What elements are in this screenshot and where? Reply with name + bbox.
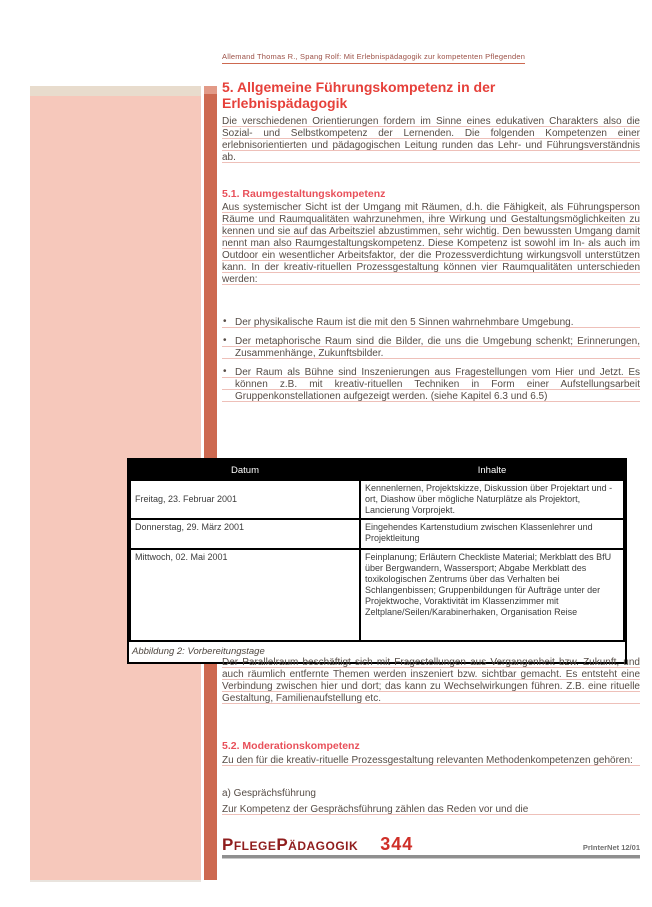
list-item-text: Der Raum als Bühne sind Inszenierungen aus Fragestellungen vom Hier und Jetzt. Es können z.B. mit kreativ-rituellen Techniken in Form einer Aufstellungsarbeit Gruppenkonstellationen aufgezeigt werden. (siehe Kapitel 6.3 und 6.5)	[235, 367, 640, 402]
section-5-1-heading: 5.1. Raumgestaltungskompetenz	[222, 188, 386, 200]
column-header-inhalte: Inhalte	[360, 461, 624, 480]
bullet-icon: •	[223, 316, 227, 327]
cell-datum: Donnerstag, 29. März 2001	[130, 519, 360, 549]
list-item	[222, 367, 640, 403]
table-row	[130, 549, 624, 641]
paragraph-raumgestaltung: Aus systemischer Sicht ist der Umgang mit Räumen, d.h. die Fähigkeit, als Führungsperson Räume und Raumqualitäten wahrzunehmen, ihre Wirkung und Gestaltungsmöglichkeiten zu kennen und sie auf das Arbeitsziel abzustimmen, sehr wichtig. Den bewussten Umgang damit nennt man also Raumgestaltungskompetenz. Diese Kompetenz ist sowohl im In- als auch im Outdoor ein wesentlicher Arbeitsfaktor, der die Prozessverdichtung wirkungsvoll unterstützen kann. In der kreativ-rituellen Prozessgestaltung können vier Raumqualitäten unterschieden werden:	[222, 202, 640, 285]
running-header: Allemand Thomas R., Spang Rolf: Mit Erlebnispädagogik zur kompetenten Pflegenden	[222, 52, 525, 64]
raum-bullet-list	[222, 317, 640, 410]
paragraph-intro: Die verschiedenen Orientierungen fordern im Sinne eines edukativen Charakters also die Sozial- und Selbstkompetenz der Lernenden. Die folgenden Kompetenzen einer erlebnisorientierten und pädagogischen Leitung runden das Lehr- und Führungsverständnis ab.	[222, 116, 640, 163]
table-header-row	[130, 461, 624, 480]
bullet-icon: •	[223, 335, 227, 346]
page-footer	[222, 834, 640, 866]
list-item-text: Der physikalische Raum ist die mit den 5 Sinnen wahrnehmbare Umgebung.	[235, 317, 574, 328]
chapter-title: 5. Allgemeine Führungskompetenz in der Erlebnispädagogik	[222, 79, 496, 111]
cell-datum: Mittwoch, 02. Mai 2001	[130, 549, 360, 641]
page-number: 344	[380, 834, 414, 854]
footer-rule	[222, 855, 640, 859]
schedule-table	[129, 460, 625, 642]
cell-inhalte: Feinplanung; Erläutern Checkliste Material; Merkblatt des BfU über Bergwandern, Wassersport; Abgabe Merkblatt des toxikologischen Zentrums über das Verhalten bei Schlangenbissen; Gruppenbildungen für Aufträge unter der Projektwoche, Voraktivität im Klassenzimmer mit Zeltplane/Seilen/Karabinerhaken, Organisation Reise	[360, 549, 624, 641]
figure-caption: Abbildung 2: Vorbereitungstage	[132, 646, 265, 657]
bullet-icon: •	[223, 366, 227, 377]
figure-vorbereitungstage	[127, 458, 627, 664]
paragraph-parallelraum: Der Parallelraum beschäftigt sich mit Fragestellungen aus Vergangenheit bzw. Zukunft, und auch räumlich entfernte Themen werden inszeniert bzw. sichtbar gemacht. Es entsteht eine Verbindung zwischen hier und dort; das kann zu Wechselwirkungen führen. Z.B. eine rituelle Gestaltung, Familienaufstellung etc.	[222, 657, 640, 704]
cell-inhalte: Kennenlernen, Projektskizze, Diskussion über Projektart und -ort, Diashow über mögliche Naturplätze als Projektort, Lancierung Vorprojekt.	[360, 480, 624, 519]
cell-inhalte: Eingehendes Kartenstudium zwischen Klassenlehrer und Projektleitung	[360, 519, 624, 549]
list-item-text: Der metaphorische Raum sind die Bilder, die uns die Umgebung schenkt; Erinnerungen, Zusammenhänge, Zukunftsbilder.	[235, 336, 640, 359]
table-row	[130, 480, 624, 519]
paragraph-moderation: Zu den für die kreativ-rituelle Prozessgestaltung relevanten Methodenkompetenzen gehören:	[222, 755, 640, 767]
issue-label: PrInterNet 12/01	[582, 843, 640, 852]
list-item	[222, 336, 640, 360]
column-header-datum: Datum	[130, 461, 360, 480]
section-5-2-heading: 5.2. Moderationskompetenz	[222, 740, 360, 752]
journal-logo: PflegePädagogik	[222, 835, 359, 854]
table-row	[130, 519, 624, 549]
item-a-gespraechsfuehrung: a) Gesprächsführung	[222, 788, 316, 799]
cell-datum: Freitag, 23. Februar 2001	[130, 480, 360, 519]
paragraph-gespraechsfuehrung: Zur Kompetenz der Gesprächsführung zählen das Reden vor und die	[222, 804, 640, 816]
list-item	[222, 317, 640, 329]
left-margin-band-top-strip	[30, 86, 201, 96]
